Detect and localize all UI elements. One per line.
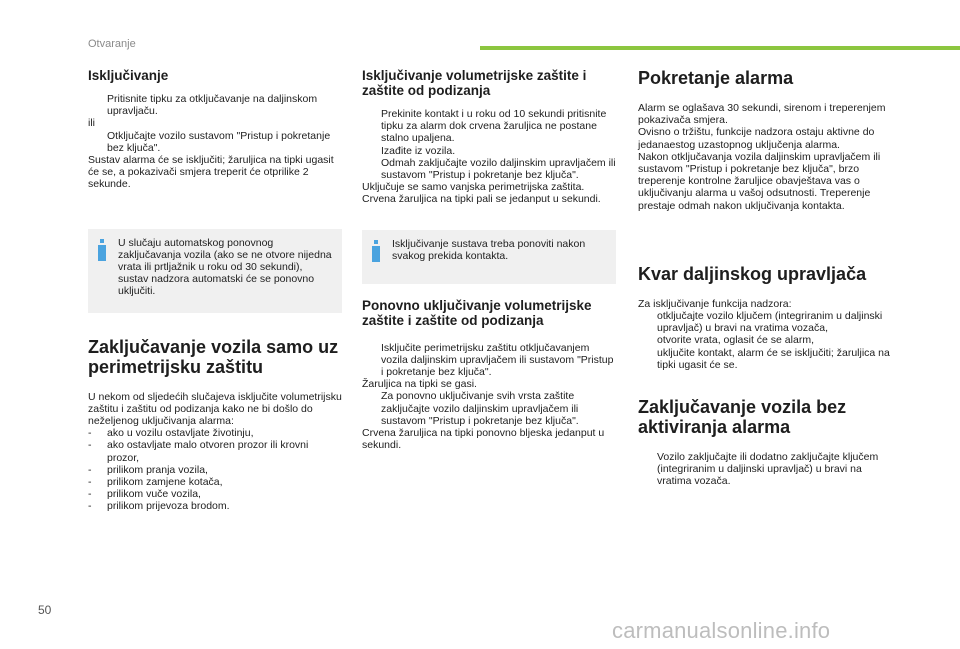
list-item: Isključite perimetrijsku zaštitu otključavanjem vozila daljinskim upravljačem ili sustavom "Pristup i pokretanje bez ključa". — [381, 341, 614, 379]
heading-pokretanje: Pokretanje alarma — [638, 68, 794, 88]
dash-marker: - — [88, 500, 92, 513]
info-box: U slučaju automatskog ponovnog zaključavanja vozila (ako se ne otvore nijedna vrata ili prtljažnik u roku od 30 sekundi), sustav nadzora automatski će se ponovno uključiti. — [88, 229, 342, 313]
paragraph: U nekom od sljedećih slučajeva isključite volumetrijsku zaštitu i zaštitu od podizanja kako ne bi došlo do neželjenog uključivanja alarma: — [88, 390, 342, 428]
paragraph: Za isključivanje funkcija nadzora: — [638, 297, 792, 310]
dash-marker: - — [88, 439, 92, 452]
paragraph: Crvena žaruljica na tipki ponovno bljeska jedanput u sekundi. — [362, 427, 605, 452]
column-2 — [362, 60, 616, 451]
list-item: otvorite vrata, oglasit će se alarm, — [657, 334, 814, 347]
paragraph: Ovisno o tržištu, funkcije nadzora ostaju aktivne do jedanaestog uzastopnog uključenja alarma. — [638, 126, 875, 151]
list-item: - prilikom vuče vozila, — [88, 488, 201, 501]
column-3 — [638, 60, 892, 488]
column-1 — [88, 60, 342, 513]
paragraph: Nakon otključavanja vozila daljinskim upravljačem ili sustavom "Pristup i pokretanje bez ključa", brzo treperenje kontrolne žaruljice obavještava vas o uključivanju alarma u vašoj odsutnosti. Treperenje prestaje odmah nakon uključivanja kontakta. — [638, 150, 881, 212]
header-accent-bar — [480, 46, 960, 50]
info-icon — [372, 240, 380, 262]
page-number: 50 — [38, 603, 52, 617]
watermark: carmanualsonline.info — [612, 618, 831, 643]
paragraph: Žaruljica na tipki se gasi. — [362, 378, 477, 391]
list-item: uključite kontakt, alarm će se isključiti; žaruljica na tipki ugasit će se. — [657, 346, 890, 371]
list-item: - prilikom zamjene kotača, — [88, 476, 223, 489]
dash-list — [88, 427, 342, 512]
list-item: Vozilo zaključajte ili dodatno zaključajte ključem (integriranim u daljinski upravljač) u bravi na vratima vozača. — [657, 451, 879, 488]
paragraph: Alarm se oglašava 30 sekundi, sirenom i treperenjem pokazivača smjera. — [638, 102, 886, 127]
paragraph: Sustav alarma će se isključiti; žaruljica na tipki ugasit će se, a pokazivači smjera treperit će otprilike 2 sekunde. — [88, 154, 334, 191]
list-item: Izađite iz vozila. — [381, 144, 456, 157]
list-item: - prilikom prijevoza brodom. — [88, 500, 230, 513]
info-box: Isključivanje sustava treba ponoviti nakon svakog prekida kontakta. — [362, 230, 616, 284]
heading-ponovno: Ponovno uključivanje volumetrijske zaštite i zaštite od podizanja — [362, 297, 592, 328]
list-item: Pritisnite tipku za otključavanje na daljinskom upravljaču. — [107, 93, 318, 118]
dash-marker: - — [88, 488, 92, 501]
heading-iskljucivanje: Isključivanje — [88, 68, 169, 83]
section-header: Otvaranje — [88, 38, 136, 50]
dash-marker: - — [88, 427, 92, 440]
paragraph: ili — [88, 117, 95, 130]
list-item: - ako ostavljate malo otvoren prozor ili krovni prozor, — [88, 439, 309, 464]
heading-kvar: Kvar daljinskog upravljača — [638, 263, 867, 284]
heading-volumetrijska: Isključivanje volumetrijske zaštite i zaštite od podizanja — [362, 68, 587, 98]
heading-perimetrijska: Zaključavanje vozila samo uz perimetrijsku zaštitu — [88, 336, 339, 377]
list-item: Otključajte vozilo sustavom "Pristup i pokretanje bez ključa". — [107, 129, 331, 154]
list-item: Za ponovno uključivanje svih vrsta zaštite zaključajte vozilo daljinskim upravljačem ili sustavom "Pristup i pokretanje bez ključa". — [381, 390, 579, 427]
info-icon — [98, 239, 106, 261]
dash-marker: - — [88, 463, 92, 476]
paragraph: Uključuje se samo vanjska perimetrijska zaštita. Crvena žaruljica na tipki pali se jedanput u sekundi. — [362, 181, 601, 206]
dash-marker: - — [88, 476, 92, 489]
heading-bez-alarma: Zaključavanje vozila bez aktiviranja alarma — [638, 397, 847, 438]
list-item: Prekinite kontakt i u roku od 10 sekundi pritisnite tipku za alarm dok crvena žaruljica ne postane stalno upaljena. — [381, 108, 607, 145]
list-item: - ako u vozilu ostavljate životinju, — [88, 427, 254, 440]
list-item: Odmah zaključajte vozilo daljinskim upravljačem ili sustavom "Pristup i pokretanje bez ključa". — [381, 156, 616, 182]
list-item: otključajte vozilo ključem (integriranim u daljinski upravljač) u bravi na vratima vozača, — [657, 310, 883, 335]
list-item: - prilikom pranja vozila, — [88, 463, 208, 476]
